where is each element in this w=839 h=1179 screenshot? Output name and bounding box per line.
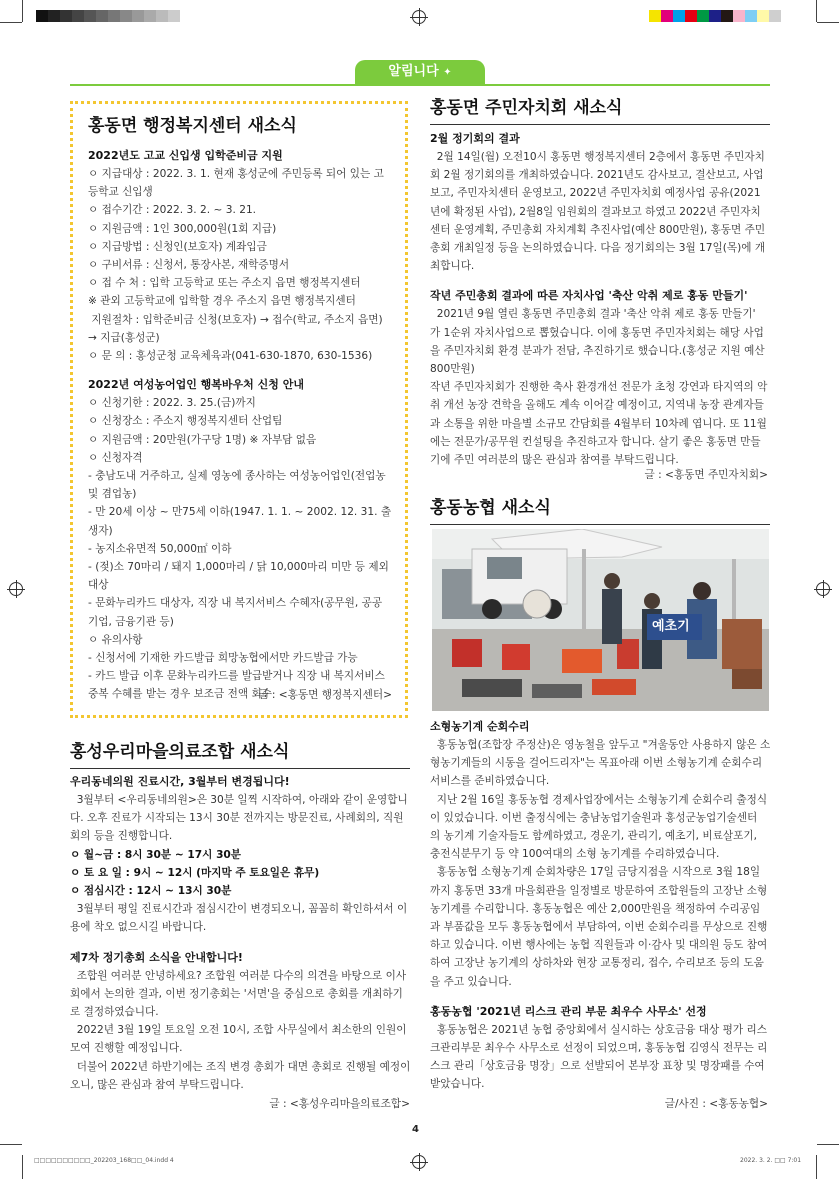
text-line: 등학교 신입생 [88, 186, 153, 199]
text-line: 하여 고장난 농기계의 상하차와 현장 교통정리, 접수, 수리보조 등의 도움 [430, 957, 764, 970]
color-bar-left [36, 10, 180, 22]
text-line: 하고 있습니다. 이번 행사에는 농협 직원들과 이·감사 및 대의원 등도 참여 [430, 939, 768, 952]
welfare-block2-title: 2022년 여성농어업인 행복바우처 신청 안내 [88, 378, 304, 392]
coop-section [70, 740, 410, 1094]
crop-mark [0, 1144, 22, 1145]
text-line: 및 겸업농) [88, 488, 137, 501]
text-line: 형농기계들의 시동을 걸어드리자"는 목표아래 이번 소형농기계 순회수리 [430, 757, 763, 770]
text-line: - 농지소유면적 50,000㎡ 이하 [88, 542, 232, 555]
text-line: 을 주민자치회 환경 분과가 전담, 추진하기로 했습니다.(홍성군 지원 예산 [430, 344, 765, 357]
text-line: ㅇ 문 의 : 홍성군청 교육체육과(041-630-1870, 630-1536) [88, 350, 373, 363]
crop-mark [0, 22, 22, 23]
text-line: - 문화누리카드 대상자, 직장 내 복지서비스 수혜자(공무원, 공공 [88, 597, 383, 610]
text-line: 다. 오후 진료가 시작되는 13시 30분 전까지는 방문진료, 사례회의, 직원 [70, 812, 404, 825]
nonghyup-credit: 글/사진 : <홍동농협> [664, 1098, 768, 1110]
text-line: 최합니다. [430, 260, 475, 273]
text-line: 받았습니다. [430, 1078, 485, 1091]
text-line: ㅇ 지급방법 : 신청인(보호자) 계좌입금 [88, 240, 267, 253]
nonghyup-title-rule [430, 524, 770, 525]
registration-mark-top [412, 10, 426, 24]
text-line: 취 개선 농장 견학을 올해도 계속 이어갈 예정이고, 지역내 농장 관계자들 [430, 399, 764, 412]
text-line: 더불어 2022년 하반기에는 조직 변경 총회가 대면 총회로 진행될 예정이 [70, 1060, 411, 1073]
registration-mark-left [9, 582, 23, 596]
text-line: 2월 14일(월) 오전10시 홍동면 행정복지센터 2층에서 홍동면 주민자치 [430, 151, 765, 163]
section-tab-label: 알림니다 [388, 64, 439, 79]
coop-block1-body [70, 791, 410, 846]
text-line: ㅇ 지원금액 : 20만원(가구당 1명) ※ 자부담 없음 [88, 433, 317, 446]
council-section [430, 96, 770, 469]
text-line: ※ 관외 고등학교에 입학할 경우 주소지 읍면 행정복지센터 [88, 295, 356, 308]
text-line: 중복 수혜를 받는 경우 보조금 전액 회수 [88, 688, 272, 701]
footer-file-name: □□□□□□□□□□_202203_168□□_04.indd 4 [34, 1157, 174, 1164]
welfare-credit: 글 : <홍동면 행정복지센터> [258, 689, 392, 701]
nonghyup-block2-body [430, 1021, 770, 1094]
text-line: 지난 2월 16일 홍동농협 경제사업장에서는 소형농기계 순회수리 출정식 [430, 793, 768, 806]
crop-mark [22, 1155, 23, 1179]
text-line: 회의 등을 진행합니다. [70, 830, 173, 843]
text-line: ㅇ 신청기한 : 2022. 3. 25.(금)까지 [88, 397, 256, 410]
welfare-block1-title: 2022년도 고교 신입생 입학준비금 지원 [88, 149, 283, 162]
text-line: ㅇ 신청장소 : 주소지 행정복지센터 산업팀 [88, 415, 283, 428]
text-line: 조합원 여러분 안녕하세요? 조합원 여러분 다수의 의견을 바탕으로 이사 [70, 969, 407, 982]
text-line: 회에서 논의한 결과, 이번 정기총회는 '서면'을 중심으로 총회를 개최하기 [70, 987, 403, 1000]
coop-block2-body [70, 967, 410, 1094]
text-line: 홍동농협 소형농기계 순회차량은 17일 금당지점을 시작으로 3월 18일 [430, 866, 761, 879]
text-line: - (젖)소 70마리 / 돼지 1,000마리 / 닭 10,000마리 미만 등 제외 [88, 561, 389, 574]
text-line: ㅇ 유의사항 [88, 633, 143, 646]
text-line: 오니, 많은 관심과 참여 부탁드립니다. [70, 1078, 244, 1091]
council-block1-title: 2월 정기회의 결과 [430, 132, 520, 145]
photo-sign-label: 예초기 [652, 619, 690, 634]
text-line: 모여 진행할 예정입니다. [70, 1042, 183, 1055]
text-line: 스크 관리「상호금융 명장」으로 선발되어 본부장 표창 및 명장패를 수여 [430, 1060, 765, 1073]
text-line: ㅇ 점심시간 : 12시 ~ 13시 30분 [70, 885, 232, 898]
text-line: 에는 전문가/공무원 컨설팅을 추진하고자 합니다. 살기 좋은 홍동면 만들 [430, 435, 761, 448]
welfare-block1-body [88, 165, 396, 365]
coop-credit: 글 : <홍성우리마을의료조합> [269, 1098, 410, 1110]
text-line: 가 1순위 자치사업으로 뽑혔습니다. 이에 홍동면 주민자치회는 해당 사업 [430, 326, 764, 339]
text-line: → 지급(홍성군) [88, 331, 160, 344]
text-line: 생자) [88, 524, 113, 537]
sparkle-icon: ✦ [443, 67, 452, 78]
text-line: 기업, 금융기관 등) [88, 615, 174, 628]
coop-block1-after [70, 900, 410, 936]
coop-block2-title: 제7차 정기총회 소식을 안내합니다! [70, 950, 243, 964]
text-line: 농기계를 수리합니다. 홍동농협은 예산 2,000만원을 책정하여 수리공임 [430, 902, 761, 915]
text-line: ㅇ 신청자격 [88, 451, 143, 464]
text-line: - 카드 발급 이후 문화누리카드를 발급받거나 직장 내 복지서비스 [88, 670, 385, 683]
nonghyup-header [430, 496, 770, 525]
text-line: 작년 주민자치회가 진행한 축사 환경개선 전문가 초청 강연과 타지역의 악 [430, 381, 768, 394]
text-line: 3월부터 <우리동네의원>은 30분 일찍 시작하여, 아래와 같이 운영합니 [70, 794, 408, 806]
crop-mark [22, 0, 23, 22]
text-line: - 만 20세 이상 ~ 만75세 이하(1947. 1. 1. ~ 2002. 12. 31. 출 [88, 506, 392, 519]
coop-hours-list [70, 846, 410, 901]
text-line: 800만원) [430, 363, 475, 376]
text-line: 까지 홍동면 33개 마을회관을 일정별로 방문하여 조합원들의 고장난 소형 [430, 884, 768, 897]
header-rule [70, 84, 770, 86]
text-line: 년에 확정된 사업), 2월8일 임원회의 결과보고 하였고 2022년 주민자치 [430, 205, 761, 218]
text-line: 과 소통을 위한 마을별 소규모 간담회를 4월부터 10차례 엽니다. 또 11월 [430, 417, 767, 430]
text-line: 센터 운영계획, 주민총회 자치계획 추진사업(예산 800만원), 홍동면 주민 [430, 223, 766, 236]
nonghyup-block1-body [430, 736, 770, 991]
text-line: 을 주고 있습니다. [430, 975, 512, 988]
color-bar-right [649, 10, 781, 22]
welfare-title: 홍동면 행정복지센터 새소식 [88, 116, 297, 136]
council-title: 홍동면 주민자치회 새소식 [430, 98, 623, 118]
text-line: 2022년 3월 19일 토요일 오전 10시, 조합 사무실에서 최소한의 인원이 [70, 1024, 407, 1037]
text-line: 크관리부문 최우수 사무소로 선정이 되었으며, 홍동농협 김영식 전무는 리 [430, 1042, 768, 1055]
text-line: 3월부터 평일 진료시간과 점심시간이 변경되오니, 꼼꼼히 확인하셔서 이 [70, 903, 408, 916]
council-block1-body [430, 148, 770, 275]
section-tab [355, 60, 485, 84]
page-number: 4 [412, 1124, 419, 1135]
council-block2-body [430, 305, 770, 469]
crop-mark [817, 22, 839, 23]
text-line: 회 2월 정기회의를 개최하였습니다. 2021년도 감사보고, 결산보고, 사업 [430, 169, 764, 182]
footer-timestamp: 2022. 3. 2. □□ 7:01 [740, 1157, 802, 1164]
text-line: 로 결정하였습니다. [70, 1006, 159, 1019]
farm-machinery-repair-photo [432, 529, 769, 711]
text-line: ㅇ 지급대상 : 2022. 3. 1. 현재 홍성군에 주민등록 되어 있는 고 [88, 168, 384, 180]
text-line: 이 있었습니다. 이번 출정식에는 충남농업기술원과 홍성군농업기술센터 [430, 811, 758, 824]
council-credit: 글 : <홍동면 주민자치회> [644, 469, 768, 481]
text-line: ㅇ 접 수 처 : 입학 고등학교 또는 주소지 읍면 행정복지센터 [88, 277, 361, 290]
nonghyup-title: 홍동농협 새소식 [430, 498, 551, 518]
council-title-rule [430, 124, 770, 125]
text-line: ㅇ 접수기간 : 2022. 3. 2. ~ 3. 21. [88, 204, 257, 217]
council-block2-title: 작년 주민총회 결과에 따른 자치사업 '축산 악취 제로 홍동 만들기' [430, 289, 748, 303]
coop-title: 홍성우리마을의료조합 새소식 [70, 742, 290, 762]
text-line: 의 농기계 기술자들도 함께하였고, 경운기, 관리기, 예초기, 비료살포기, [430, 830, 757, 843]
text-line: 총회 개최일정 등을 논의하였습니다. 다음 정기회의는 3월 17일(목)에 개 [430, 242, 766, 255]
welfare-section [88, 114, 396, 704]
nonghyup-section [430, 718, 770, 1094]
text-line: 대상 [88, 579, 109, 592]
coop-block1-title: 우리동네의원 진료시간, 3월부터 변경됩니다! [70, 775, 290, 788]
text-line: 홍동농협(조합장 주정산)은 영농철을 앞두고 "겨울동안 사용하지 않은 소 [430, 739, 771, 751]
text-line: - 충남도내 거주하고, 실제 영농에 종사하는 여성농어업인(전업농 [88, 470, 386, 483]
text-line: 과 부품값을 모두 홍동농협에서 부담하여, 이번 순회수리를 무상으로 진행 [430, 921, 768, 934]
text-line: 지원절차 : 입학준비금 신청(보호자) → 접수(학교, 주소지 읍면) [88, 313, 383, 326]
text-line: 기에 주민 여러분의 많은 관심과 참여를 부탁드립니다. [430, 454, 679, 467]
text-line: 보고, 주민자치센터 운영보고, 2022년 주민자치회 예정사업 공유(2021 [430, 187, 761, 200]
text-line: 서비스를 준비하였습니다. [430, 775, 550, 788]
nonghyup-block1-title: 소형농기계 순회수리 [430, 720, 530, 733]
nonghyup-block2-title: 홍동농협 '2021년 리스크 관리 부문 최우수 사무소' 선정 [430, 1004, 707, 1018]
text-line: ㅇ 토 요 일 : 9시 ~ 12시 (마지막 주 토요일은 휴무) [70, 866, 320, 879]
coop-title-rule [70, 768, 410, 769]
welfare-block2-body [88, 394, 396, 703]
text-line: 홍동농협은 2021년 농협 중앙회에서 실시하는 상호금융 대상 평가 리스 [430, 1023, 767, 1036]
crop-mark [817, 1144, 839, 1145]
registration-mark-right [816, 582, 830, 596]
text-line: 용에 착오 없으시길 바랍니다. [70, 921, 207, 934]
registration-mark-bottom [412, 1155, 426, 1169]
crop-mark [816, 0, 817, 22]
text-line: 충전식분무기 등 약 100여대의 소형 농기계를 수리하였습니다. [430, 848, 720, 861]
text-line: ㅇ 구비서류 : 신청서, 통장사본, 재학증명서 [88, 259, 290, 272]
text-line: 2021년 9월 열린 홍동면 주민총회 결과 '축산 악취 제로 홍동 만들기' [430, 308, 756, 321]
text-line: ㅇ 지원금액 : 1인 300,000원(1회 지급) [88, 222, 277, 235]
text-line: ㅇ 월~금 : 8시 30분 ~ 17시 30분 [70, 848, 242, 861]
crop-mark [816, 1155, 817, 1179]
text-line: - 신청서에 기재한 카드발급 희망농협에서만 카드발급 가능 [88, 652, 358, 665]
